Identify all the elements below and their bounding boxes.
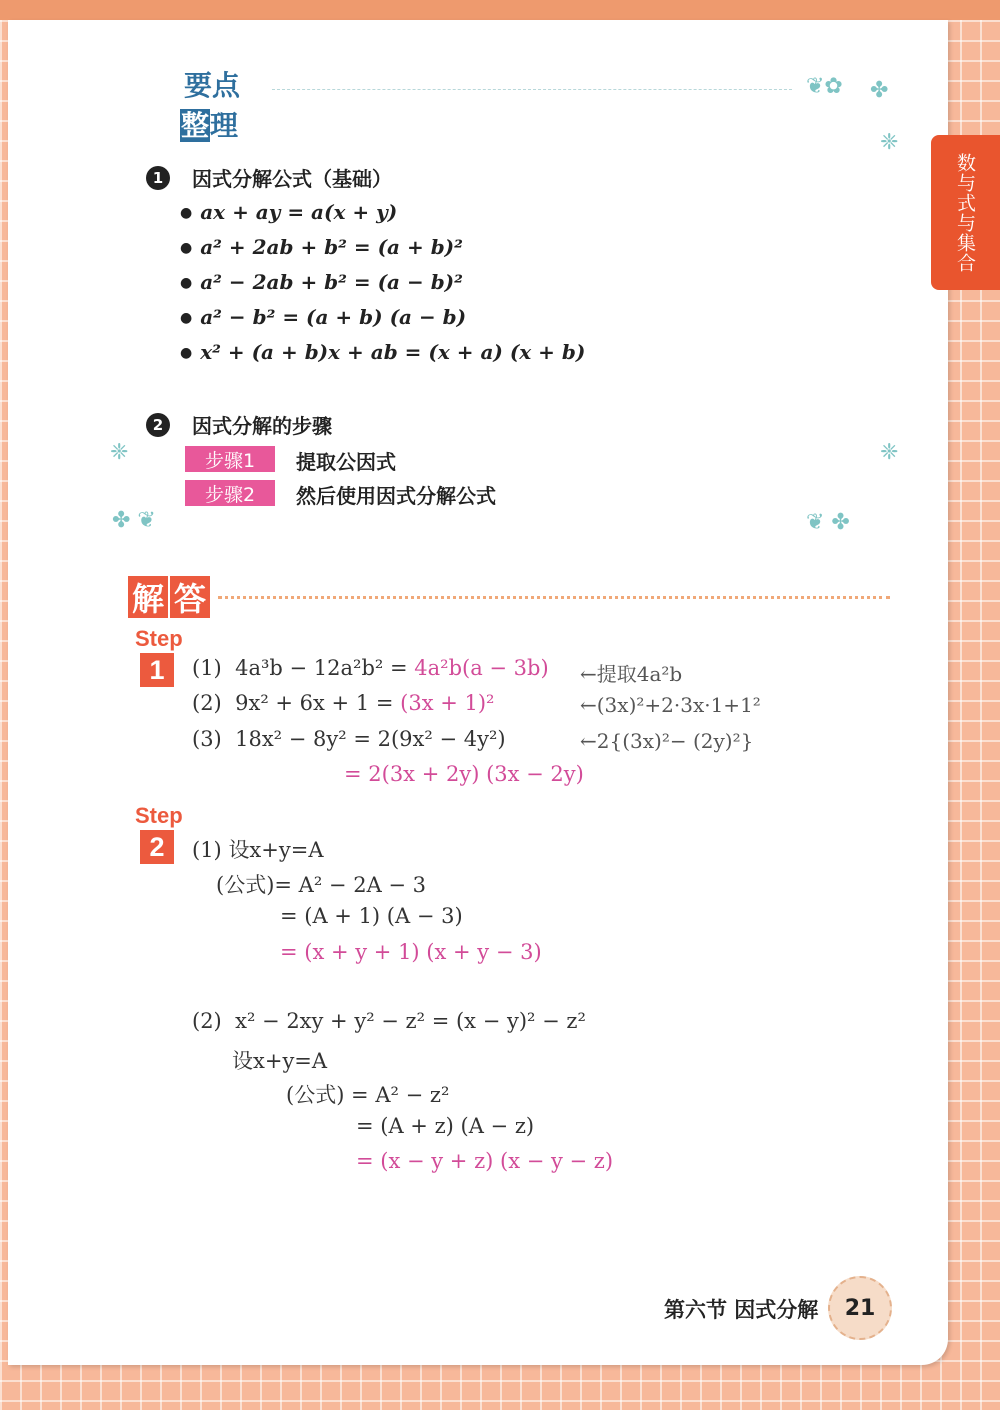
step-2-text: 然后使用因式分解公式 xyxy=(296,484,496,508)
flourish-ornament-icon: ❈ xyxy=(880,440,899,465)
title-highlight-char: 整 xyxy=(181,109,210,142)
flourish-ornament-icon: ❦ ✤ xyxy=(806,510,850,535)
formula-item: ● a² − b² = (a + b) (a − b) xyxy=(180,305,467,329)
step-1-tag: 步骤1 xyxy=(185,446,275,472)
step2-p2-line1: (公式) = A² − z² xyxy=(286,1083,450,1107)
step2-p1-result: = (x + y + 1) (x + y − 3) xyxy=(280,940,542,964)
key-points-title-line2 xyxy=(180,104,238,144)
key-points-title-line1: 要点 xyxy=(184,69,241,102)
step1-note-1: ←提取4a²b xyxy=(580,662,683,686)
step-2-label: Step xyxy=(135,803,183,828)
step-2-tag: 步骤2 xyxy=(185,480,275,506)
section-1-heading: 因式分解公式（基础） xyxy=(192,167,392,191)
bullet-icon: ● xyxy=(180,275,193,291)
answer-badge-char: 答 xyxy=(170,576,210,618)
bullet-icon: ● xyxy=(180,205,193,221)
footer-section-title: 第六节 因式分解 xyxy=(664,1298,819,1322)
title-rest-char: 理 xyxy=(210,109,239,142)
step2-p2-line0: (2) x² − 2xy + y² − z² = (x − y)² − z² xyxy=(192,1009,586,1033)
step1-item-1: (1) 4a³b − 12a²b² = 4a²b(a − 3b) xyxy=(192,656,549,680)
formula-item: ● ax + ay = a(x + y) xyxy=(180,200,398,224)
step2-p1-line2: = (A + 1) (A − 3) xyxy=(280,904,463,928)
step2-p2-result: = (x − y + z) (x − y − z) xyxy=(356,1149,614,1173)
top-border-band xyxy=(0,0,1000,20)
formula-item: ● a² + 2ab + b² = (a + b)² xyxy=(180,235,463,259)
answer-badge xyxy=(128,576,212,618)
step-2-number-badge: 2 xyxy=(140,830,174,864)
page-number-badge xyxy=(828,1276,892,1340)
step-1-label: Step xyxy=(135,626,183,651)
flourish-ornament-icon: ❦✿ xyxy=(806,74,843,99)
formula-item: ● x² + (a + b)x + ab = (x + a) (x + b) xyxy=(180,340,586,364)
chapter-side-tab xyxy=(931,135,1000,290)
step-1-number-badge: 1 xyxy=(140,653,174,687)
step1-item-3: (3) 18x² − 8y² = 2(9x² − 4y²) xyxy=(192,727,506,751)
answer-badge-char: 解 xyxy=(128,576,168,618)
chapter-tab-label: 数与式与集合 xyxy=(954,152,976,273)
section-1-number-badge: 1 xyxy=(146,166,170,190)
bullet-icon: ● xyxy=(180,345,193,361)
step2-p1-line1: (公式)= A² − 2A − 3 xyxy=(216,873,427,897)
page-number: 21 xyxy=(844,1295,876,1321)
step1-item-3-result: = 2(3x + 2y) (3x − 2y) xyxy=(344,762,584,786)
formula-item: ● a² − 2ab + b² = (a − b)² xyxy=(180,270,463,294)
flourish-ornament-icon: ✤ ❦ xyxy=(112,508,156,533)
section-2-heading: 因式分解的步骤 xyxy=(192,414,332,438)
step1-note-3: ←2{(3x)²− (2y)²} xyxy=(580,729,754,753)
flourish-ornament-icon: ❈ xyxy=(110,440,129,465)
flourish-ornament-icon: ❈ xyxy=(880,130,899,155)
title-divider xyxy=(272,89,792,90)
bullet-icon: ● xyxy=(180,240,193,256)
answer-dotted-divider xyxy=(218,596,890,599)
step-1-text: 提取公因式 xyxy=(296,450,396,474)
step2-p1-set: (1) 设x+y=A xyxy=(192,838,324,862)
flourish-ornament-icon: ✤ xyxy=(870,78,889,103)
step2-p2-set: 设x+y=A xyxy=(232,1049,328,1073)
step2-p2-line2: = (A + z) (A − z) xyxy=(356,1114,535,1138)
step1-note-2: ←(3x)²+2·3x·1+1² xyxy=(580,693,761,717)
bullet-icon: ● xyxy=(180,310,193,326)
section-2-number-badge: 2 xyxy=(146,413,170,437)
step1-item-2: (2) 9x² + 6x + 1 = (3x + 1)² xyxy=(192,691,495,715)
